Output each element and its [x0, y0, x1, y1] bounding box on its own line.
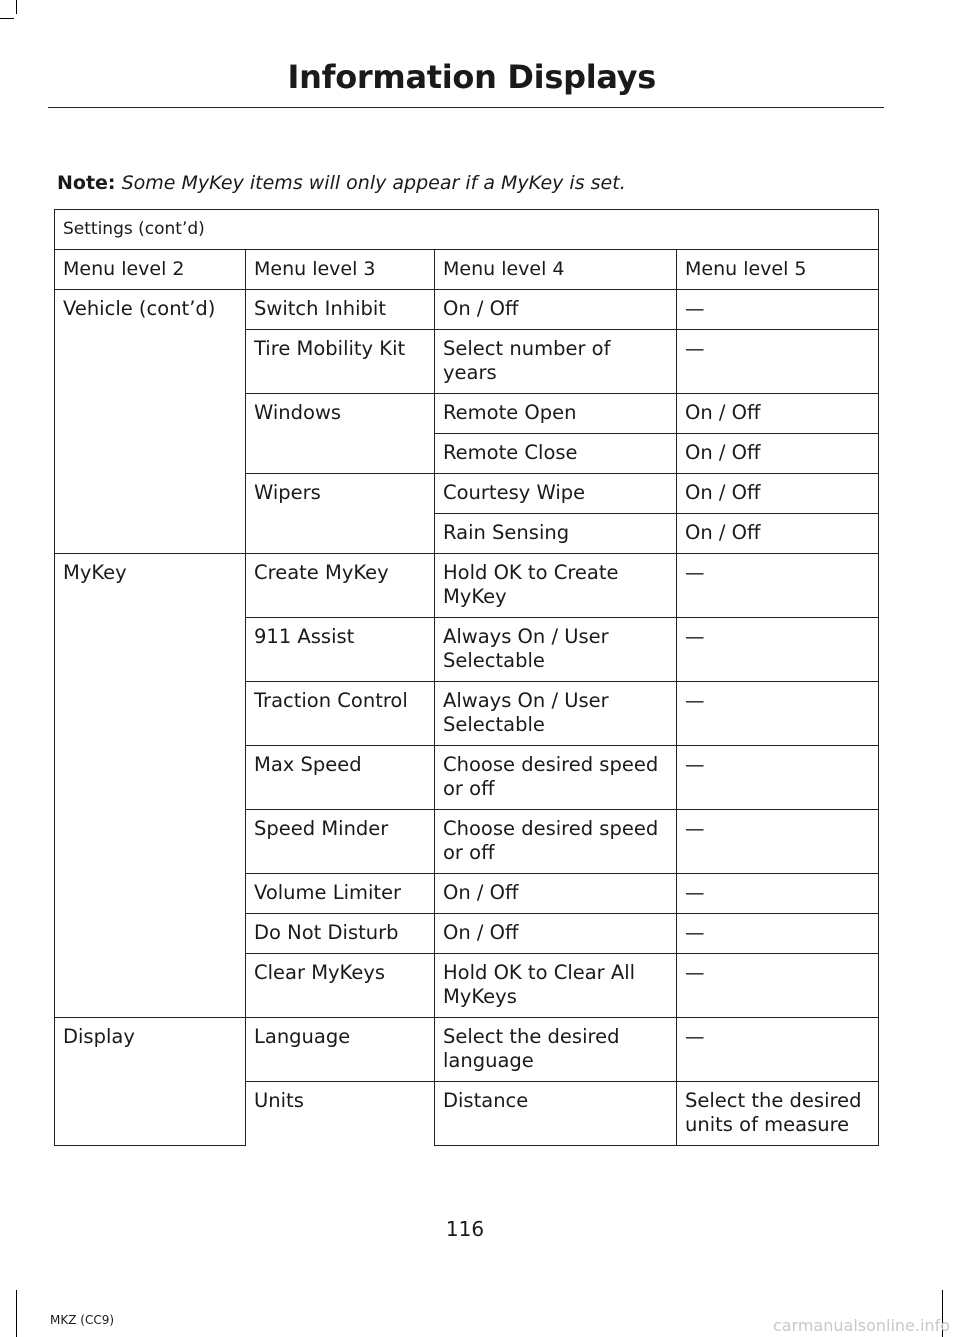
level4-cell: Select the desired language — [435, 1018, 677, 1082]
level4-cell: On / Off — [435, 914, 677, 954]
level3-cell: Speed Minder — [246, 810, 435, 874]
level5-cell: — — [677, 290, 879, 330]
crop-mark — [0, 18, 14, 19]
level3-cell: Units — [246, 1082, 435, 1146]
level3-cell: Max Speed — [246, 746, 435, 810]
level2-cell: MyKey — [55, 554, 246, 1018]
level5-cell: — — [677, 914, 879, 954]
table-row — [55, 1018, 879, 1082]
level4-cell: Always On / User Selectable — [435, 682, 677, 746]
level5-cell: — — [677, 554, 879, 618]
level3-cell: Switch Inhibit — [246, 290, 435, 330]
level4-cell: Select number of years — [435, 330, 677, 394]
level5-cell: On / Off — [677, 434, 879, 474]
crop-mark — [16, 0, 17, 14]
page-number: 116 — [445, 1217, 485, 1241]
table-row — [55, 290, 879, 330]
level5-cell: On / Off — [677, 514, 879, 554]
table-row — [55, 554, 879, 618]
level5-cell: — — [677, 810, 879, 874]
level3-cell: Language — [246, 1018, 435, 1082]
crop-mark — [16, 1290, 17, 1337]
level3-cell: 911 Assist — [246, 618, 435, 682]
settings-table — [54, 209, 879, 1146]
level4-cell: Rain Sensing — [435, 514, 677, 554]
level5-cell: Select the desired units of measure — [677, 1082, 879, 1146]
level5-cell: — — [677, 746, 879, 810]
level2-cell: Vehicle (cont’d) — [55, 290, 246, 554]
page-title: Information Displays — [287, 58, 656, 96]
level4-cell: Hold OK to Clear All MyKeys — [435, 954, 677, 1018]
level3-cell: Create MyKey — [246, 554, 435, 618]
level3-cell: Clear MyKeys — [246, 954, 435, 1018]
column-header: Menu level 4 — [435, 250, 677, 290]
column-header: Menu level 3 — [246, 250, 435, 290]
level4-cell: Hold OK to Create MyKey — [435, 554, 677, 618]
note-text: Some MyKey items will only appear if a MyKey is set. — [121, 172, 626, 194]
level3-cell: Volume Limiter — [246, 874, 435, 914]
level5-cell: — — [677, 954, 879, 1018]
level5-cell: On / Off — [677, 474, 879, 514]
level5-cell: — — [677, 874, 879, 914]
level4-cell: Choose desired speed or off — [435, 746, 677, 810]
column-header: Menu level 2 — [55, 250, 246, 290]
level4-cell: Distance — [435, 1082, 677, 1146]
level2-cell: Display — [55, 1018, 246, 1146]
level3-cell: Tire Mobility Kit — [246, 330, 435, 394]
level4-cell: On / Off — [435, 290, 677, 330]
level4-cell: Remote Close — [435, 434, 677, 474]
header-divider — [48, 107, 884, 108]
level3-cell: Traction Control — [246, 682, 435, 746]
level4-cell: Remote Open — [435, 394, 677, 434]
level5-cell: — — [677, 330, 879, 394]
document-code: MKZ (CC9) — [50, 1313, 115, 1327]
level5-cell: On / Off — [677, 394, 879, 434]
level4-cell: On / Off — [435, 874, 677, 914]
table-caption: Settings (cont’d) — [55, 210, 879, 250]
level5-cell: — — [677, 1018, 879, 1082]
level4-cell: Courtesy Wipe — [435, 474, 677, 514]
note — [57, 172, 626, 194]
level4-cell: Always On / User Selectable — [435, 618, 677, 682]
level4-cell: Choose desired speed or off — [435, 810, 677, 874]
note-label: Note: — [57, 172, 116, 194]
watermark: carmanualsonline.info — [772, 1316, 950, 1335]
level3-cell: Wipers — [246, 474, 435, 554]
column-header: Menu level 5 — [677, 250, 879, 290]
level3-cell: Do Not Disturb — [246, 914, 435, 954]
level5-cell: — — [677, 618, 879, 682]
level5-cell: — — [677, 682, 879, 746]
level3-cell: Windows — [246, 394, 435, 474]
